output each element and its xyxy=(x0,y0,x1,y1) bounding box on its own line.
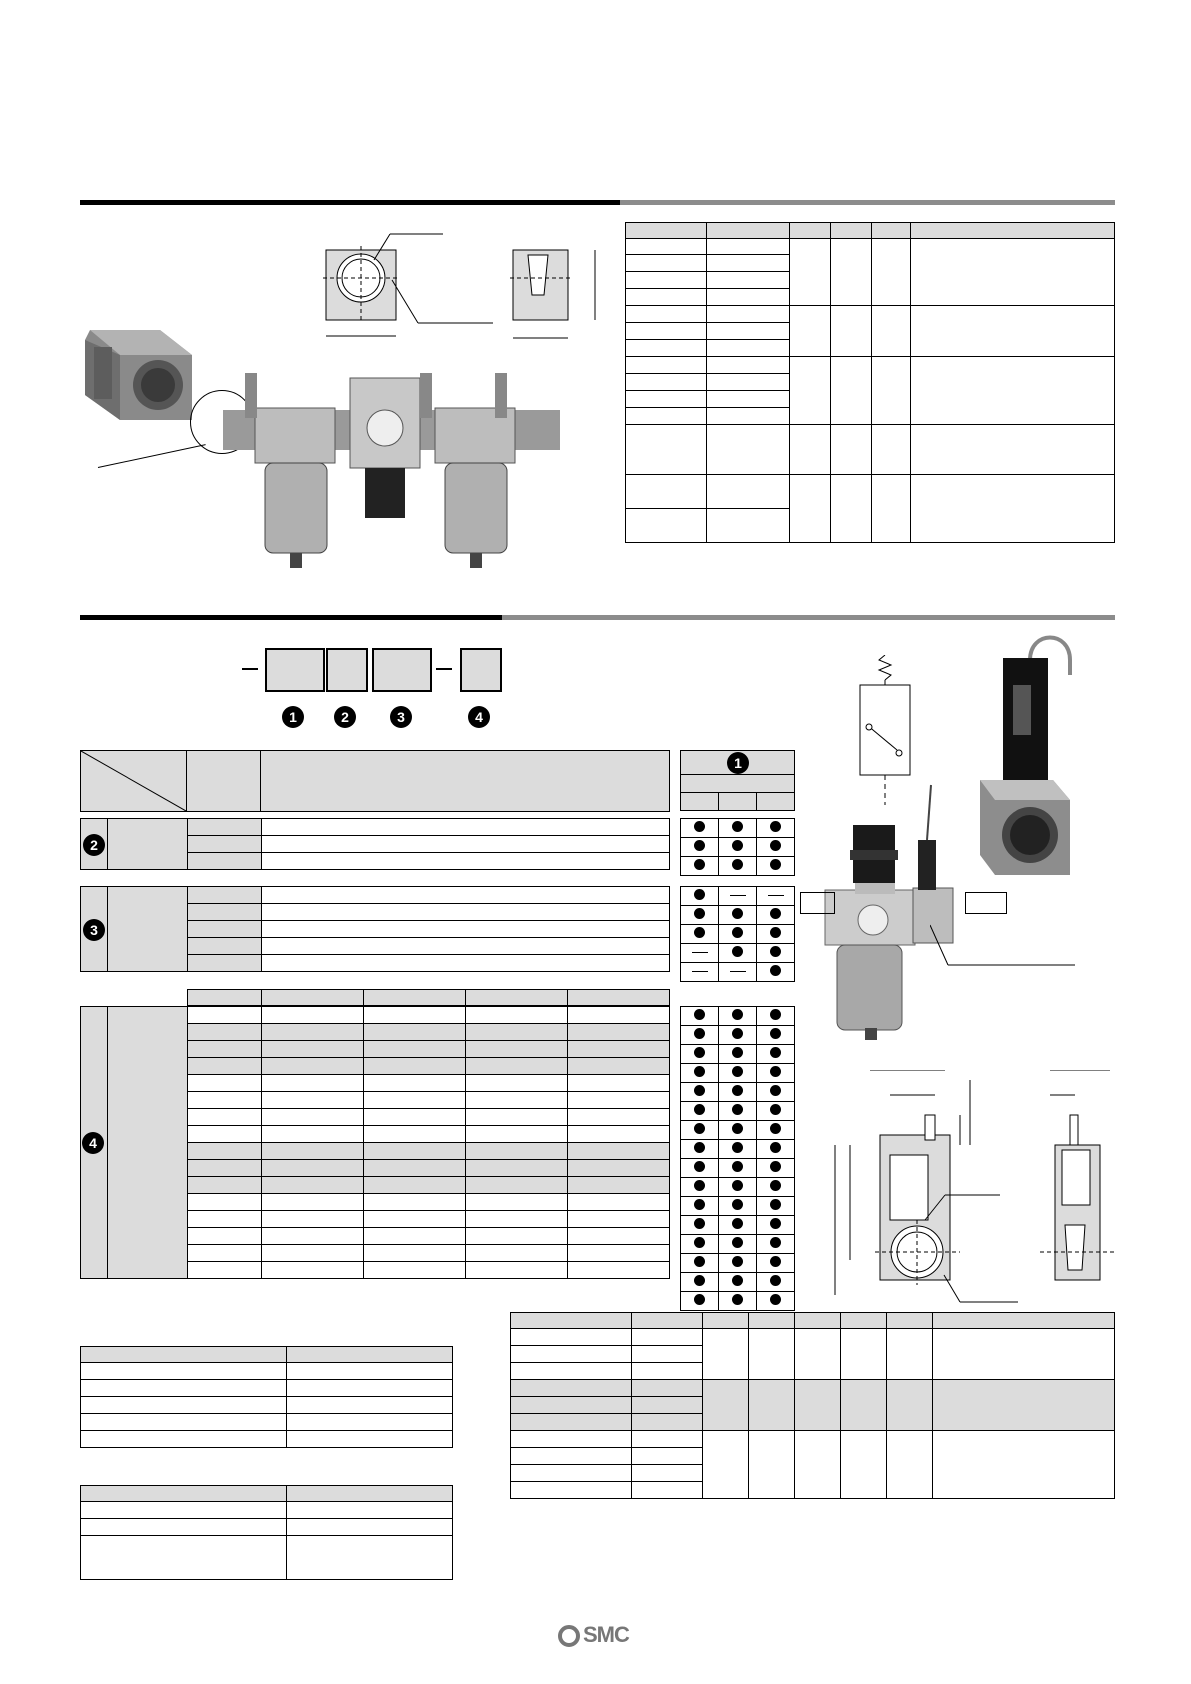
availability-dot-icon xyxy=(694,889,705,900)
availability-dot-icon xyxy=(770,1085,781,1096)
availability-dot-icon xyxy=(694,1275,705,1286)
availability-dot-icon xyxy=(732,1009,743,1020)
availability-row xyxy=(681,1102,795,1121)
code-marker-1: 1 xyxy=(282,706,304,728)
availability-row xyxy=(681,1159,795,1178)
availability-dot-icon xyxy=(732,1161,743,1172)
frl-unit-illustration xyxy=(215,368,560,583)
availability-dot-icon xyxy=(694,1123,705,1134)
group4-marker: 4 xyxy=(82,1132,104,1154)
availability-dash-icon xyxy=(768,895,784,896)
availability-row xyxy=(681,906,795,925)
availability-dot-icon xyxy=(732,1028,743,1039)
dimension-drawing-front xyxy=(820,1070,1020,1310)
availability-dot-icon xyxy=(732,1218,743,1229)
availability-dot-icon xyxy=(732,1275,743,1286)
availability-dot-icon xyxy=(694,1237,705,1248)
availability-row xyxy=(681,963,795,982)
availability-dot-icon xyxy=(732,1180,743,1191)
logo-swirl-icon xyxy=(558,1625,580,1647)
availability-dot-icon xyxy=(770,1066,781,1077)
section-bar-mid-gray xyxy=(502,615,1115,620)
availability-dot-icon xyxy=(732,908,743,919)
avail-header-marker: 1 xyxy=(727,752,749,774)
availability-row xyxy=(681,887,795,906)
availability-row xyxy=(681,925,795,944)
availability-dot-icon xyxy=(732,821,743,832)
group4-table xyxy=(80,1006,670,1279)
availability-dot-icon xyxy=(694,1142,705,1153)
section-bar-top-gray xyxy=(620,200,1115,205)
availability-dot-icon xyxy=(770,1047,781,1058)
pressure-switch-illustration xyxy=(975,630,1075,875)
availability-row xyxy=(681,1216,795,1235)
availability-row xyxy=(681,1235,795,1254)
availability-dot-icon xyxy=(732,1142,743,1153)
code-dash-2 xyxy=(436,668,452,670)
dimension-drawing-side xyxy=(1040,1070,1115,1310)
availability-dot-icon xyxy=(694,1180,705,1191)
availability-row xyxy=(681,857,795,876)
group4-availability xyxy=(680,1006,795,1311)
availability-dash-icon xyxy=(730,971,746,972)
availability-row xyxy=(681,1083,795,1102)
availability-header xyxy=(680,750,795,811)
availability-dot-icon xyxy=(770,1237,781,1248)
code-marker-4: 4 xyxy=(468,706,490,728)
availability-dot-icon xyxy=(770,1180,781,1191)
availability-row xyxy=(681,838,795,857)
code-marker-3: 3 xyxy=(390,706,412,728)
code-marker-2: 2 xyxy=(334,706,356,728)
availability-dot-icon xyxy=(694,1085,705,1096)
availability-dot-icon xyxy=(694,1028,705,1039)
availability-dot-icon xyxy=(732,1199,743,1210)
availability-dot-icon xyxy=(732,946,743,957)
availability-dot-icon xyxy=(770,1123,781,1134)
availability-dot-icon xyxy=(732,1047,743,1058)
availability-dot-icon xyxy=(732,1256,743,1267)
availability-dot-icon xyxy=(732,840,743,851)
availability-dot-icon xyxy=(770,840,781,851)
selection-table-header xyxy=(80,750,670,812)
availability-dash-icon xyxy=(692,971,708,972)
availability-row xyxy=(681,1273,795,1292)
availability-dot-icon xyxy=(732,1123,743,1134)
availability-dot-icon xyxy=(732,1294,743,1305)
section-bar-top-black xyxy=(80,200,620,205)
availability-dot-icon xyxy=(732,1104,743,1115)
group2-marker: 2 xyxy=(83,834,105,856)
group4-header xyxy=(187,989,670,1006)
code-box-1 xyxy=(265,648,325,692)
availability-dot-icon xyxy=(770,1199,781,1210)
availability-dot-icon xyxy=(770,965,781,976)
section-bar-mid-black xyxy=(80,615,502,620)
code-dash-1 xyxy=(242,668,258,670)
availability-dot-icon xyxy=(770,1275,781,1286)
availability-dot-icon xyxy=(694,1104,705,1115)
availability-dot-icon xyxy=(694,1047,705,1058)
availability-row xyxy=(681,1178,795,1197)
availability-row xyxy=(681,1292,795,1311)
availability-dot-icon xyxy=(732,1085,743,1096)
availability-dot-icon xyxy=(694,821,705,832)
code-box-2 xyxy=(326,648,368,692)
availability-row xyxy=(681,944,795,963)
availability-dot-icon xyxy=(732,927,743,938)
code-box-3 xyxy=(372,648,432,692)
availability-dot-icon xyxy=(770,1256,781,1267)
table-row xyxy=(81,1007,670,1024)
availability-dot-icon xyxy=(732,859,743,870)
availability-dot-icon xyxy=(770,1142,781,1153)
availability-dot-icon xyxy=(770,1009,781,1020)
smc-logo xyxy=(558,1622,629,1648)
availability-dot-icon xyxy=(770,859,781,870)
availability-dot-icon xyxy=(694,1218,705,1229)
availability-dot-icon xyxy=(770,927,781,938)
logo-text: SMC xyxy=(583,1622,629,1647)
label-box-left xyxy=(800,892,835,914)
availability-dot-icon xyxy=(770,946,781,957)
spacer-spec-table xyxy=(625,222,1115,543)
availability-dot-icon xyxy=(694,1256,705,1267)
availability-dot-icon xyxy=(770,908,781,919)
availability-row xyxy=(681,819,795,838)
group3-table xyxy=(80,886,670,972)
spacer-callout-line xyxy=(98,444,206,468)
availability-dot-icon xyxy=(770,1104,781,1115)
availability-dot-icon xyxy=(694,840,705,851)
availability-dot-icon xyxy=(732,1237,743,1248)
availability-dot-icon xyxy=(732,1066,743,1077)
availability-row xyxy=(681,1254,795,1273)
availability-dot-icon xyxy=(770,821,781,832)
availability-dot-icon xyxy=(694,1009,705,1020)
availability-dot-icon xyxy=(694,1066,705,1077)
callout-switch xyxy=(930,920,1080,970)
availability-row xyxy=(681,1121,795,1140)
availability-dot-icon xyxy=(694,1199,705,1210)
group3-availability xyxy=(680,886,795,982)
availability-dot-icon xyxy=(770,1161,781,1172)
bottom-left-table-1 xyxy=(80,1346,453,1448)
availability-dot-icon xyxy=(694,1161,705,1172)
spacer-side-drawing xyxy=(510,240,610,345)
group2-availability xyxy=(680,818,795,876)
availability-dash-icon xyxy=(730,895,746,896)
availability-dot-icon xyxy=(770,1028,781,1039)
availability-dot-icon xyxy=(694,908,705,919)
spacer-front-drawing xyxy=(318,228,498,348)
group3-marker: 3 xyxy=(83,919,105,941)
availability-dot-icon xyxy=(694,927,705,938)
availability-dot-icon xyxy=(694,859,705,870)
availability-row xyxy=(681,1197,795,1216)
availability-row xyxy=(681,1140,795,1159)
switch-spec-table xyxy=(510,1312,1115,1499)
label-box-right xyxy=(965,892,1007,914)
code-box-4 xyxy=(460,648,502,692)
bottom-left-table-2 xyxy=(80,1485,453,1580)
availability-row xyxy=(681,1045,795,1064)
availability-row xyxy=(681,1007,795,1026)
availability-dot-icon xyxy=(770,1218,781,1229)
availability-row xyxy=(681,1026,795,1045)
availability-dot-icon xyxy=(770,1294,781,1305)
spacer-illustration xyxy=(80,325,195,425)
availability-row xyxy=(681,1064,795,1083)
availability-dot-icon xyxy=(694,1294,705,1305)
availability-dash-icon xyxy=(692,952,708,953)
group2-table xyxy=(80,818,670,870)
